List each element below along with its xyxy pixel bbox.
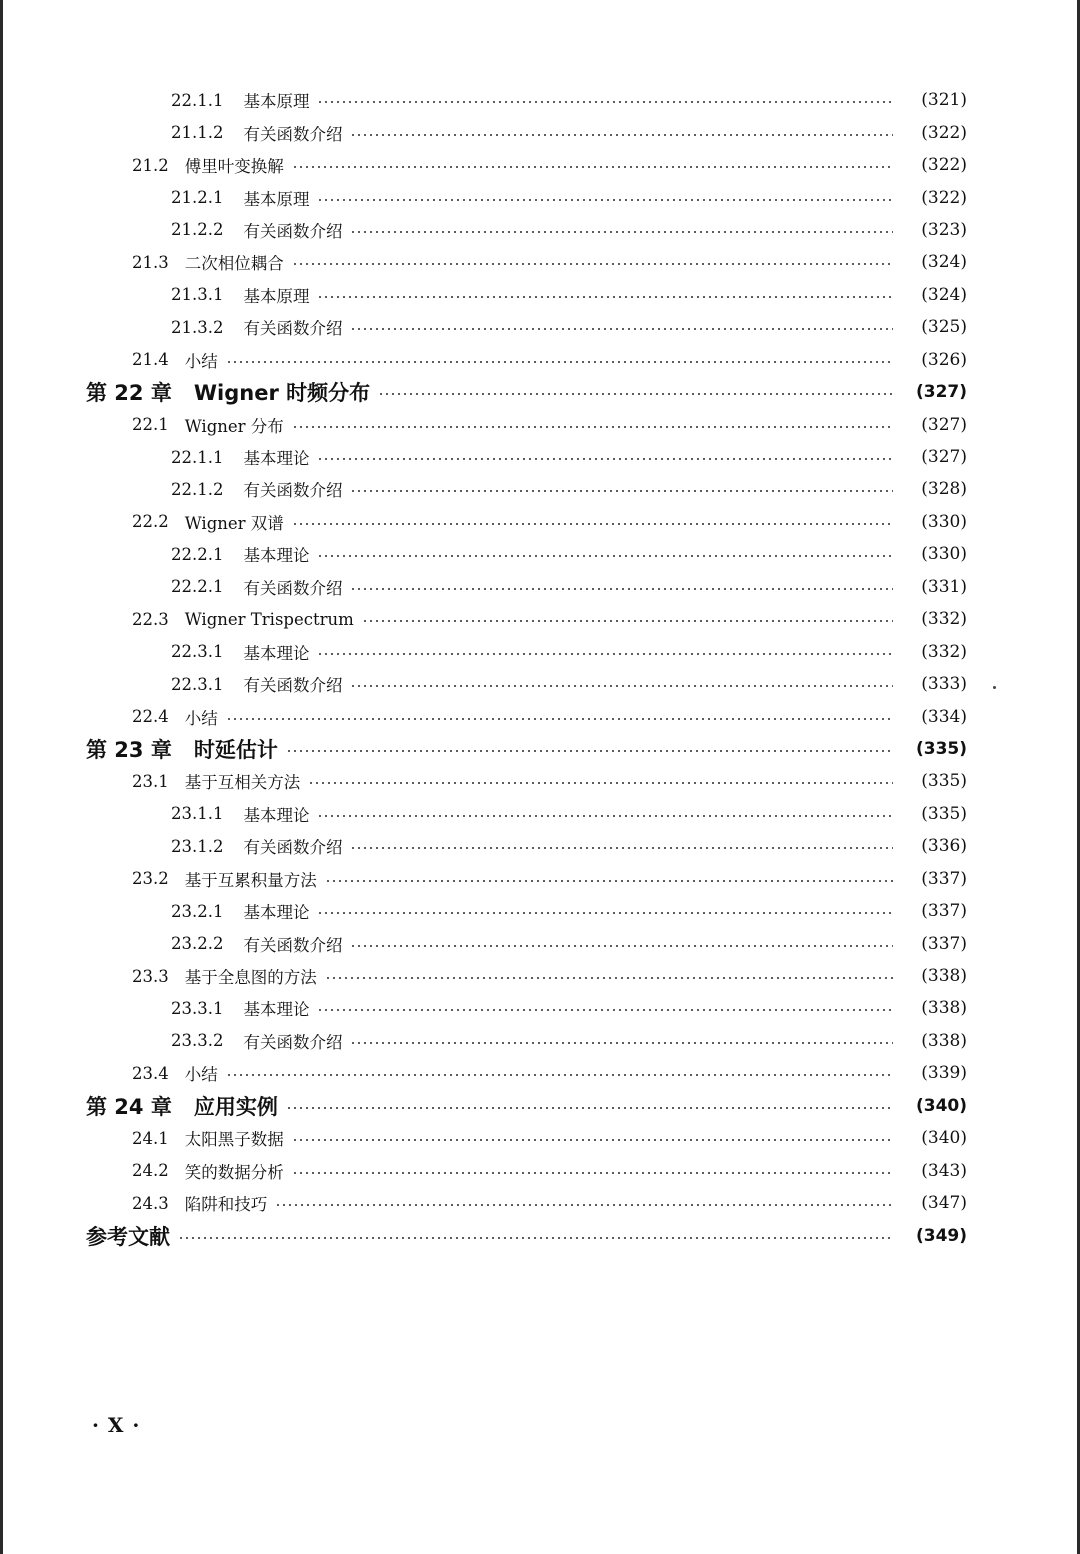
toc-entry-number: 22.3 [132, 609, 169, 629]
toc-dot-leader [378, 393, 893, 395]
table-of-contents [0, 84, 1080, 1252]
toc-page-number: (324) [921, 252, 967, 273]
toc-page-number: (340) [915, 1095, 967, 1116]
toc-entry-title: 基本理论 [243, 643, 310, 663]
toc-chapter-entry[interactable] [0, 376, 1080, 408]
toc-dot-leader [325, 977, 893, 979]
toc-dot-leader [286, 1107, 893, 1109]
toc-entry-number: 第 24 章 [86, 1094, 172, 1119]
toc-entry-title: 笑的数据分析 [184, 1162, 284, 1182]
toc-subsection-entry[interactable] [0, 830, 1080, 862]
toc-entry-number: 22.4 [132, 707, 169, 727]
toc-page-number: (335) [921, 803, 967, 824]
toc-dot-leader [317, 555, 893, 557]
toc-section-entry[interactable] [0, 344, 1080, 376]
toc-entry-number: 23.3.2 [171, 1031, 224, 1051]
toc-dot-leader [325, 880, 893, 882]
toc-section-entry[interactable] [0, 1154, 1080, 1186]
toc-chapter-entry[interactable] [0, 1090, 1080, 1122]
toc-page-number: (323) [921, 219, 967, 240]
toc-subsection-entry[interactable] [0, 279, 1080, 311]
toc-page-number: (324) [921, 284, 967, 305]
toc-page-number: (335) [915, 738, 967, 759]
toc-dot-leader [317, 101, 893, 103]
toc-section-entry[interactable] [0, 603, 1080, 635]
toc-entry-number: 23.2 [132, 869, 169, 889]
toc-page-number: (340) [921, 1128, 967, 1149]
toc-entry-number: 21.3.1 [171, 285, 224, 305]
toc-page-number: (327) [921, 447, 967, 468]
toc-section-entry[interactable] [0, 1187, 1080, 1219]
toc-subsection-entry[interactable] [0, 992, 1080, 1024]
toc-entry-title: 基本原理 [243, 189, 310, 209]
toc-entry-title: 基本理论 [243, 546, 310, 566]
toc-entry-title: 基本原理 [243, 286, 310, 306]
toc-entry-number: 22.2.1 [171, 544, 224, 564]
toc-page-number: (332) [921, 609, 967, 630]
toc-page-number: (322) [921, 187, 967, 208]
toc-subsection-entry[interactable] [0, 116, 1080, 148]
toc-dot-leader [292, 1139, 893, 1141]
toc-page-number: (325) [921, 317, 967, 338]
toc-entry-number: 23.1.2 [171, 836, 224, 856]
toc-page-number: (335) [921, 771, 967, 792]
toc-entry-number: 23.4 [132, 1063, 169, 1083]
toc-entry-title: 基于互相关方法 [184, 773, 301, 793]
toc-dot-leader [317, 653, 893, 655]
toc-page-number: (326) [921, 349, 967, 370]
toc-entry-number: 21.1.2 [171, 123, 224, 143]
toc-page-number: (338) [921, 966, 967, 987]
toc-dot-leader [350, 134, 893, 136]
toc-entry-title: Wigner 时频分布 [193, 381, 371, 406]
toc-entry-number: 23.2.2 [171, 934, 224, 954]
toc-entry-number: 24.2 [132, 1161, 169, 1181]
toc-dot-leader [350, 945, 893, 947]
toc-page-number: (343) [921, 1160, 967, 1181]
toc-entry-title: Wigner 双谱 [184, 513, 284, 533]
toc-entry-title: 基本理论 [243, 903, 310, 923]
toc-subsection-entry[interactable] [0, 84, 1080, 116]
toc-entry-title: 基于全息图的方法 [184, 968, 317, 988]
toc-entry-title: 有关函数介绍 [243, 838, 343, 858]
toc-dot-leader [308, 782, 893, 784]
toc-section-entry[interactable] [0, 765, 1080, 797]
toc-entry-title: 有关函数介绍 [243, 221, 343, 241]
toc-subsection-entry[interactable] [0, 473, 1080, 505]
toc-entry-title: 时延估计 [193, 737, 278, 762]
toc-entry-number: 第 23 章 [86, 737, 172, 762]
toc-dot-leader [226, 718, 893, 720]
toc-chapter-entry[interactable] [0, 1219, 1080, 1251]
toc-entry-number: 24.3 [132, 1193, 169, 1213]
toc-dot-leader [292, 166, 893, 168]
toc-subsection-entry[interactable] [0, 538, 1080, 570]
toc-subsection-entry[interactable] [0, 214, 1080, 246]
toc-dot-leader [292, 523, 893, 525]
toc-entry-number: 22.1.1 [171, 447, 224, 467]
toc-page-number: (331) [921, 576, 967, 597]
toc-dot-leader [178, 1237, 893, 1239]
toc-subsection-entry[interactable] [0, 635, 1080, 667]
toc-page-number: (327) [921, 414, 967, 435]
page-number-footer: · X · [92, 1413, 141, 1437]
toc-entry-title: Wigner 分布 [184, 416, 284, 436]
toc-dot-leader [292, 1172, 893, 1174]
toc-section-entry[interactable] [0, 1122, 1080, 1154]
toc-entry-number: 21.2.1 [171, 188, 224, 208]
toc-page-number: (330) [921, 544, 967, 565]
toc-entry-number: 23.2.1 [171, 901, 224, 921]
toc-section-entry[interactable] [0, 863, 1080, 895]
toc-page-number: (322) [921, 122, 967, 143]
toc-dot-leader [226, 1074, 893, 1076]
toc-subsection-entry[interactable] [0, 895, 1080, 927]
toc-section-entry[interactable] [0, 506, 1080, 538]
toc-section-entry[interactable] [0, 149, 1080, 181]
toc-entry-number: 24.1 [132, 1128, 169, 1148]
toc-entry-title: 二次相位耦合 [184, 254, 284, 274]
toc-entry-title: 应用实例 [193, 1094, 278, 1119]
toc-entry-number: 23.1.1 [171, 804, 224, 824]
toc-page-number: (334) [921, 706, 967, 727]
toc-dot-leader [292, 426, 893, 428]
toc-entry-title: 小结 [184, 351, 218, 371]
toc-entry-title: 小结 [184, 708, 218, 728]
toc-page-number: (328) [921, 479, 967, 500]
toc-subsection-entry[interactable] [0, 668, 1080, 700]
toc-subsection-entry[interactable] [0, 571, 1080, 603]
toc-entry-number: 23.1 [132, 771, 169, 791]
toc-entry-title: 有关函数介绍 [243, 319, 343, 339]
toc-entry-number: 22.1.2 [171, 479, 224, 499]
toc-subsection-entry[interactable] [0, 311, 1080, 343]
toc-subsection-entry[interactable] [0, 1025, 1080, 1057]
toc-entry-number: 21.4 [132, 350, 169, 370]
toc-entry-title: 有关函数介绍 [243, 124, 343, 144]
toc-section-entry[interactable] [0, 1057, 1080, 1089]
toc-page-number: (330) [921, 511, 967, 532]
toc-entry-title: 陷阱和技巧 [184, 1195, 268, 1215]
toc-entry-title: 有关函数介绍 [243, 935, 343, 955]
toc-entry-title: 基本原理 [243, 92, 310, 112]
toc-entry-title: 太阳黑子数据 [184, 1130, 284, 1150]
toc-entry-title: 基本理论 [243, 1000, 310, 1020]
toc-entry-number: 22.1.1 [171, 90, 224, 110]
toc-entry-number: 22.3.1 [171, 642, 224, 662]
toc-dot-leader [350, 231, 893, 233]
toc-page-number: (338) [921, 998, 967, 1019]
toc-entry-title: 有关函数介绍 [243, 481, 343, 501]
toc-entry-number: 22.1 [132, 415, 169, 435]
toc-page-number: (337) [921, 868, 967, 889]
toc-entry-number: 22.2 [132, 512, 169, 532]
toc-dot-leader [350, 685, 893, 687]
toc-page-number: (337) [921, 933, 967, 954]
toc-entry-number: 21.3 [132, 252, 169, 272]
toc-dot-leader [317, 199, 893, 201]
toc-page-number: (332) [921, 641, 967, 662]
toc-subsection-entry[interactable] [0, 798, 1080, 830]
toc-entry-title: Wigner Trispectrum [184, 609, 354, 629]
toc-entry-number: 参考文献 [86, 1224, 170, 1249]
toc-section-entry[interactable] [0, 246, 1080, 278]
toc-dot-leader [317, 296, 893, 298]
toc-section-entry[interactable] [0, 700, 1080, 732]
toc-entry-title: 傅里叶变换解 [184, 157, 284, 177]
toc-section-entry[interactable] [0, 960, 1080, 992]
toc-dot-leader [350, 847, 893, 849]
toc-dot-leader [350, 1042, 893, 1044]
toc-dot-leader [350, 588, 893, 590]
toc-page-number: (327) [915, 382, 967, 403]
toc-dot-leader [226, 361, 893, 363]
toc-page-number: (349) [915, 1225, 967, 1246]
toc-dot-leader [275, 1204, 893, 1206]
toc-entry-title: 小结 [184, 1065, 218, 1085]
toc-dot-leader [317, 815, 893, 817]
toc-dot-leader [350, 490, 893, 492]
toc-dot-leader [317, 1009, 893, 1011]
toc-page-number: (339) [921, 1063, 967, 1084]
toc-entry-number: 第 22 章 [86, 381, 172, 406]
toc-entry-number: 21.2.2 [171, 220, 224, 240]
toc-subsection-entry[interactable] [0, 441, 1080, 473]
toc-entry-number: 21.3.2 [171, 317, 224, 337]
toc-subsection-entry[interactable] [0, 927, 1080, 959]
toc-page-number: (333) [921, 674, 967, 695]
toc-subsection-entry[interactable] [0, 181, 1080, 213]
toc-entry-title: 有关函数介绍 [243, 1032, 343, 1052]
toc-entry-title: 有关函数介绍 [243, 676, 343, 696]
toc-dot-leader [317, 912, 893, 914]
toc-entry-number: 22.3.1 [171, 674, 224, 694]
toc-entry-number: 21.2 [132, 155, 169, 175]
toc-dot-leader [292, 263, 893, 265]
toc-dot-leader [286, 750, 893, 752]
toc-dot-leader [362, 620, 893, 622]
toc-entry-number: 22.2.1 [171, 577, 224, 597]
toc-entry-title: 基于互累积量方法 [184, 870, 317, 890]
toc-page-number: (337) [921, 901, 967, 922]
toc-entry-number: 23.3.1 [171, 998, 224, 1018]
toc-dot-leader [350, 328, 893, 330]
toc-entry-title: 有关函数介绍 [243, 578, 343, 598]
toc-entry-title: 基本理论 [243, 805, 310, 825]
toc-dot-leader [317, 458, 893, 460]
toc-page-number: (321) [921, 90, 967, 111]
toc-entry-number: 23.3 [132, 966, 169, 986]
toc-page-number: (322) [921, 155, 967, 176]
toc-page-number: (336) [921, 836, 967, 857]
toc-section-entry[interactable] [0, 408, 1080, 440]
toc-page-number: (338) [921, 1030, 967, 1051]
toc-page-number: (347) [921, 1193, 967, 1214]
toc-entry-title: 基本理论 [243, 449, 310, 469]
toc-chapter-entry[interactable] [0, 733, 1080, 765]
